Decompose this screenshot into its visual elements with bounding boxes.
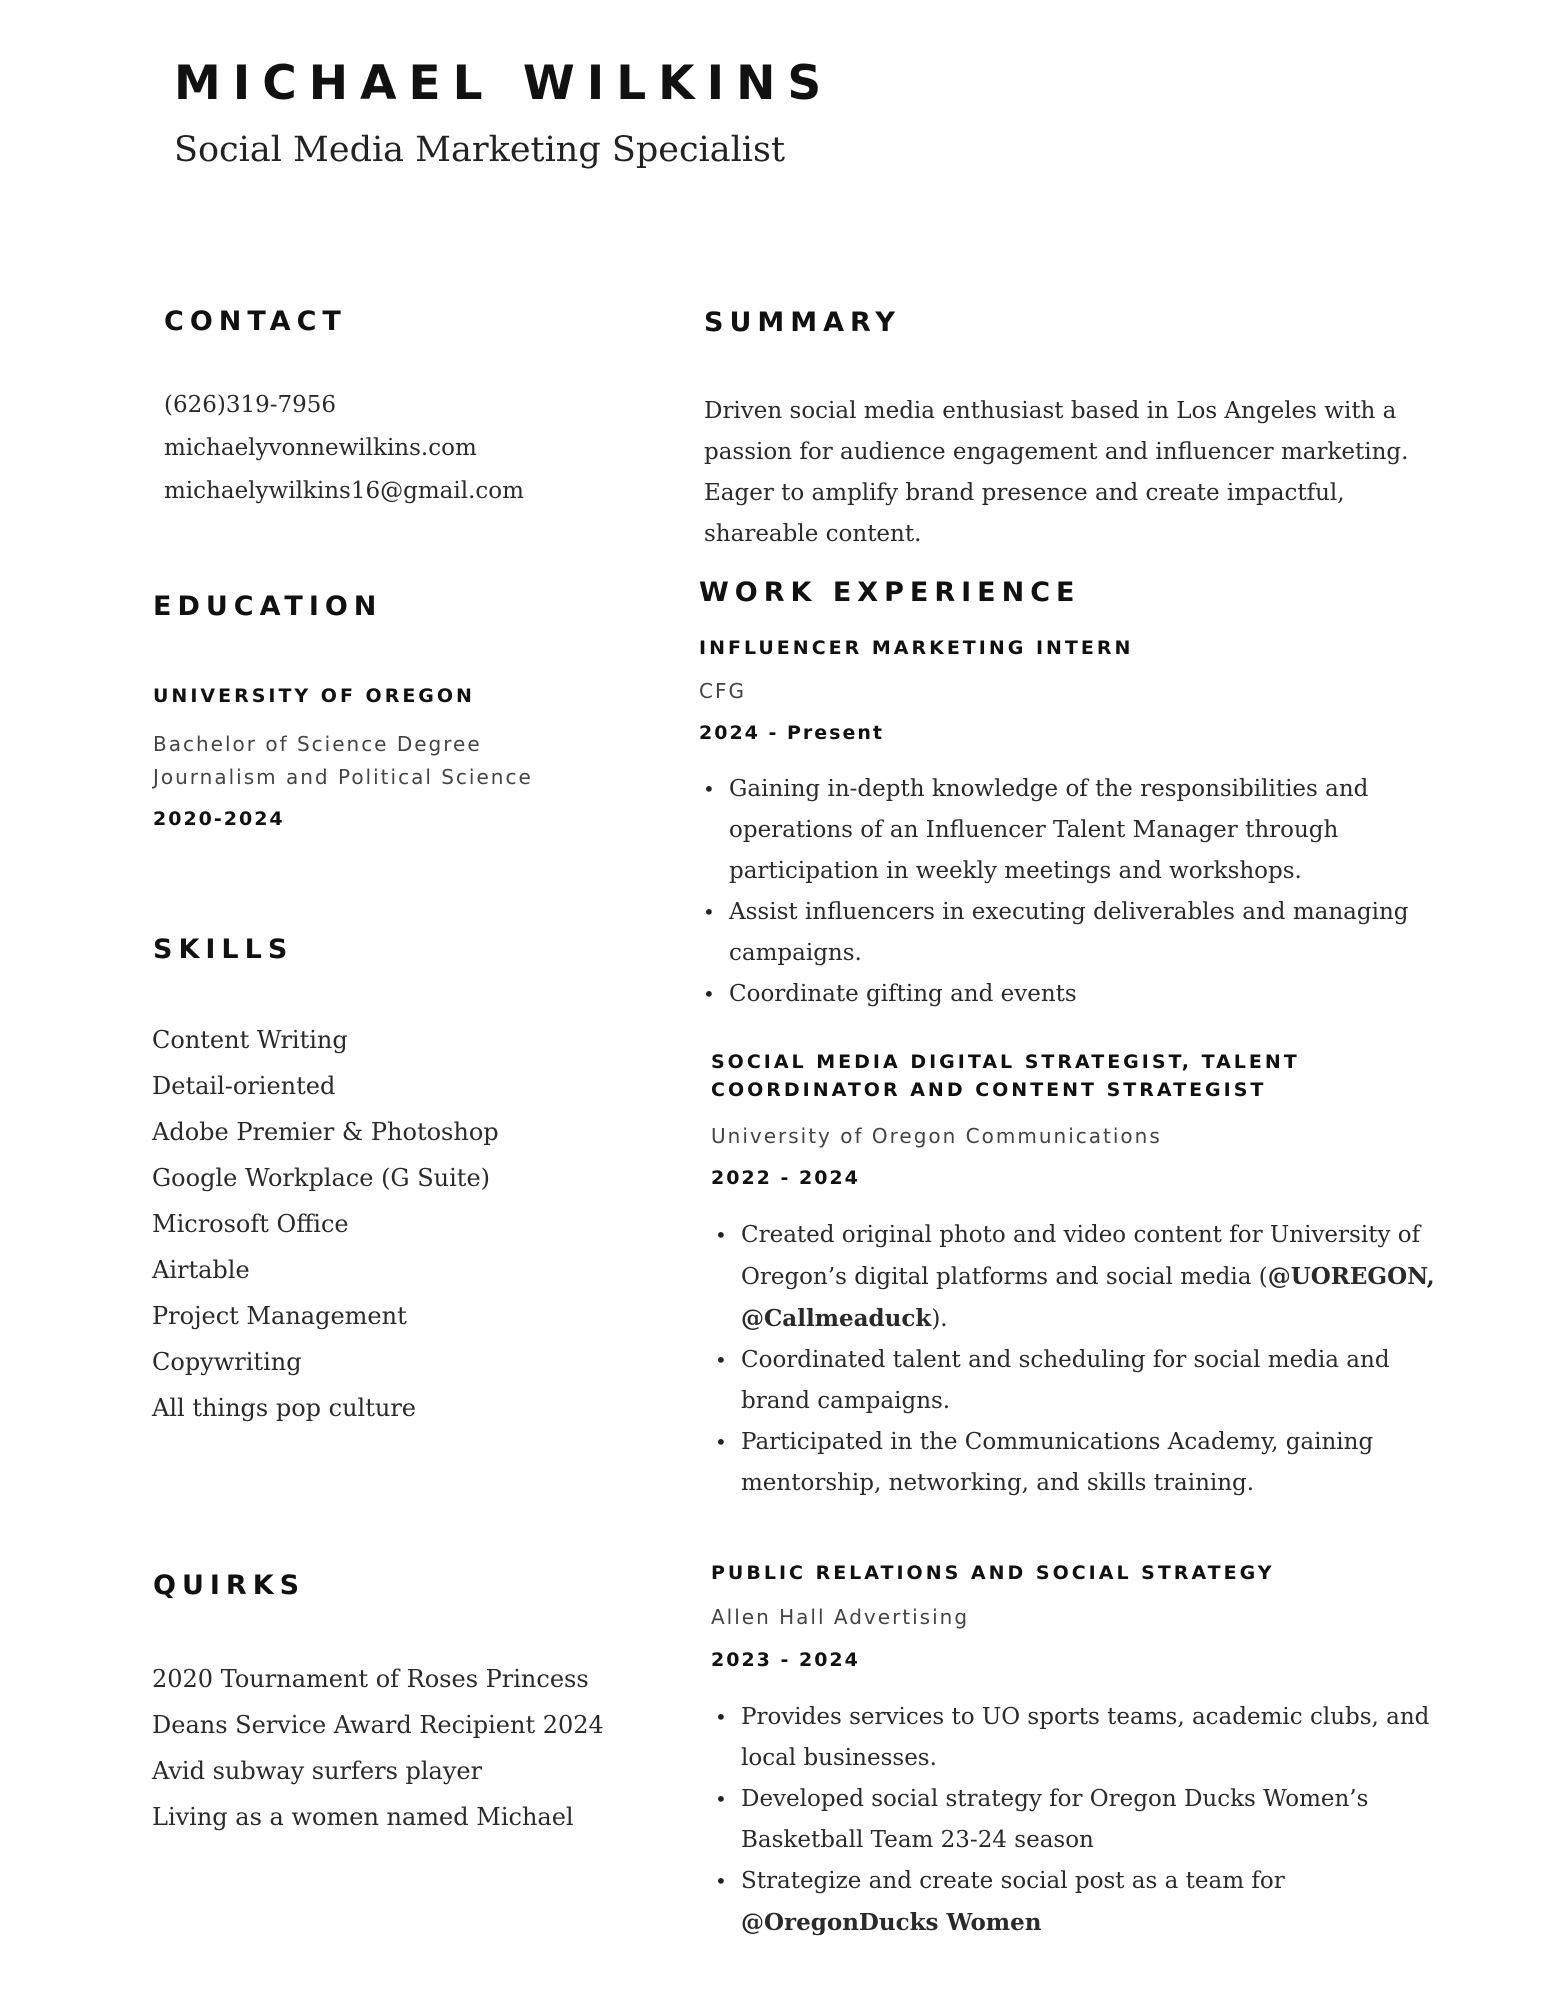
job-bullet: • Assist influencers in executing deliverables and managing campaigns. <box>729 892 1429 974</box>
job-title: INFLUENCER MARKETING INTERN <box>699 637 1134 659</box>
job-title: PUBLIC RELATIONS AND SOCIAL STRATEGY <box>711 1562 1275 1584</box>
social-handle: @OregonDucks Women <box>741 1909 1042 1936</box>
job-bullet <box>741 1861 1446 1944</box>
skill-item: Copywriting <box>152 1348 302 1376</box>
skill-item: Airtable <box>152 1256 250 1284</box>
summary-text: Driven social media enthusiast based in Los Angeles with a passion for audience engagement and influencer marketing. Eager to amplify brand presence and create impactful, shareable content. <box>704 398 1409 547</box>
job-bullets <box>711 1215 1446 1504</box>
job-dates: 2023 - 2024 <box>711 1649 860 1671</box>
summary-heading: SUMMARY <box>704 307 901 338</box>
education-degree: Bachelor of Science Degree <box>153 732 482 756</box>
contact-heading: CONTACT <box>164 306 347 337</box>
quirks-list <box>152 1656 604 1840</box>
job-org: CFG <box>699 679 746 703</box>
job-title: SOCIAL MEDIA DIGITAL STRATEGIST, TALENT COORDINATOR AND CONTENT STRATEGIST <box>711 1051 1300 1101</box>
skill-item: All things pop culture <box>152 1394 417 1422</box>
social-handles: @UOREGON, @Callmeaduck <box>741 1263 1435 1332</box>
job-bullet: • Developed social strategy for Oregon Ducks Women’s Basketball Team 23-24 season <box>741 1779 1446 1861</box>
job-bullet: • Participated in the Communications Academy, gaining mentorship, networking, and skills training. <box>741 1422 1446 1504</box>
quirk-item: Avid subway surfers player <box>152 1757 483 1785</box>
job-bullets <box>711 1697 1446 1944</box>
job-bullet <box>741 1215 1446 1340</box>
resume-title: Social Media Marketing Specialist <box>174 130 786 170</box>
quirks-heading: QUIRKS <box>153 1570 306 1601</box>
skill-item: Content Writing <box>152 1026 348 1054</box>
job-bullets <box>699 769 1429 1015</box>
contact-phone: (626)319-7956 <box>164 392 337 418</box>
job-bullet: • Gaining in-depth knowledge of the responsibilities and operations of an Influencer Talent Manager through participation in weekly meetings and workshops. <box>729 769 1429 892</box>
skill-item: Project Management <box>152 1302 407 1330</box>
resume-name: MICHAEL WILKINS <box>174 56 834 111</box>
job-dates: 2022 - 2024 <box>711 1167 860 1189</box>
skill-item: Microsoft Office <box>152 1210 349 1238</box>
quirk-item: Deans Service Award Recipient 2024 <box>152 1711 604 1739</box>
job-bullet: • Coordinate gifting and events <box>729 974 1429 1015</box>
contact-email[interactable]: michaelywilkins16@gmail.com <box>164 478 524 504</box>
education-school: UNIVERSITY OF OREGON <box>153 685 475 707</box>
work-heading: WORK EXPERIENCE <box>699 577 1081 608</box>
job-bullet: • Coordinated talent and scheduling for social media and brand campaigns. <box>741 1340 1446 1422</box>
skills-list <box>152 1017 499 1431</box>
bullet-text: Created original photo and video content for University of Oregon’s digital platforms and social media ( <box>741 1222 1421 1290</box>
skills-heading: SKILLS <box>153 934 294 965</box>
job-org: Allen Hall Advertising <box>711 1605 970 1629</box>
job-bullet: • Provides services to UO sports teams, academic clubs, and local businesses. <box>741 1697 1446 1779</box>
education-major: Journalism and Political Science <box>153 765 533 789</box>
bullet-text: Strategize and create social post as a team for <box>741 1868 1285 1894</box>
education-heading: EDUCATION <box>153 591 383 622</box>
quirk-item: Living as a women named Michael <box>152 1803 574 1831</box>
quirk-item: 2020 Tournament of Roses Princess <box>152 1665 589 1693</box>
bullet-text-end: ). <box>931 1306 948 1332</box>
job-org: University of Oregon Communications <box>711 1124 1162 1148</box>
job-dates: 2024 - Present <box>699 722 884 744</box>
skill-item: Adobe Premier & Photoshop <box>152 1118 499 1146</box>
education-years: 2020-2024 <box>153 808 285 830</box>
contact-website[interactable]: michaelyvonnewilkins.com <box>164 435 477 461</box>
skill-item: Google Workplace (G Suite) <box>152 1164 491 1192</box>
skill-item: Detail-oriented <box>152 1072 336 1100</box>
